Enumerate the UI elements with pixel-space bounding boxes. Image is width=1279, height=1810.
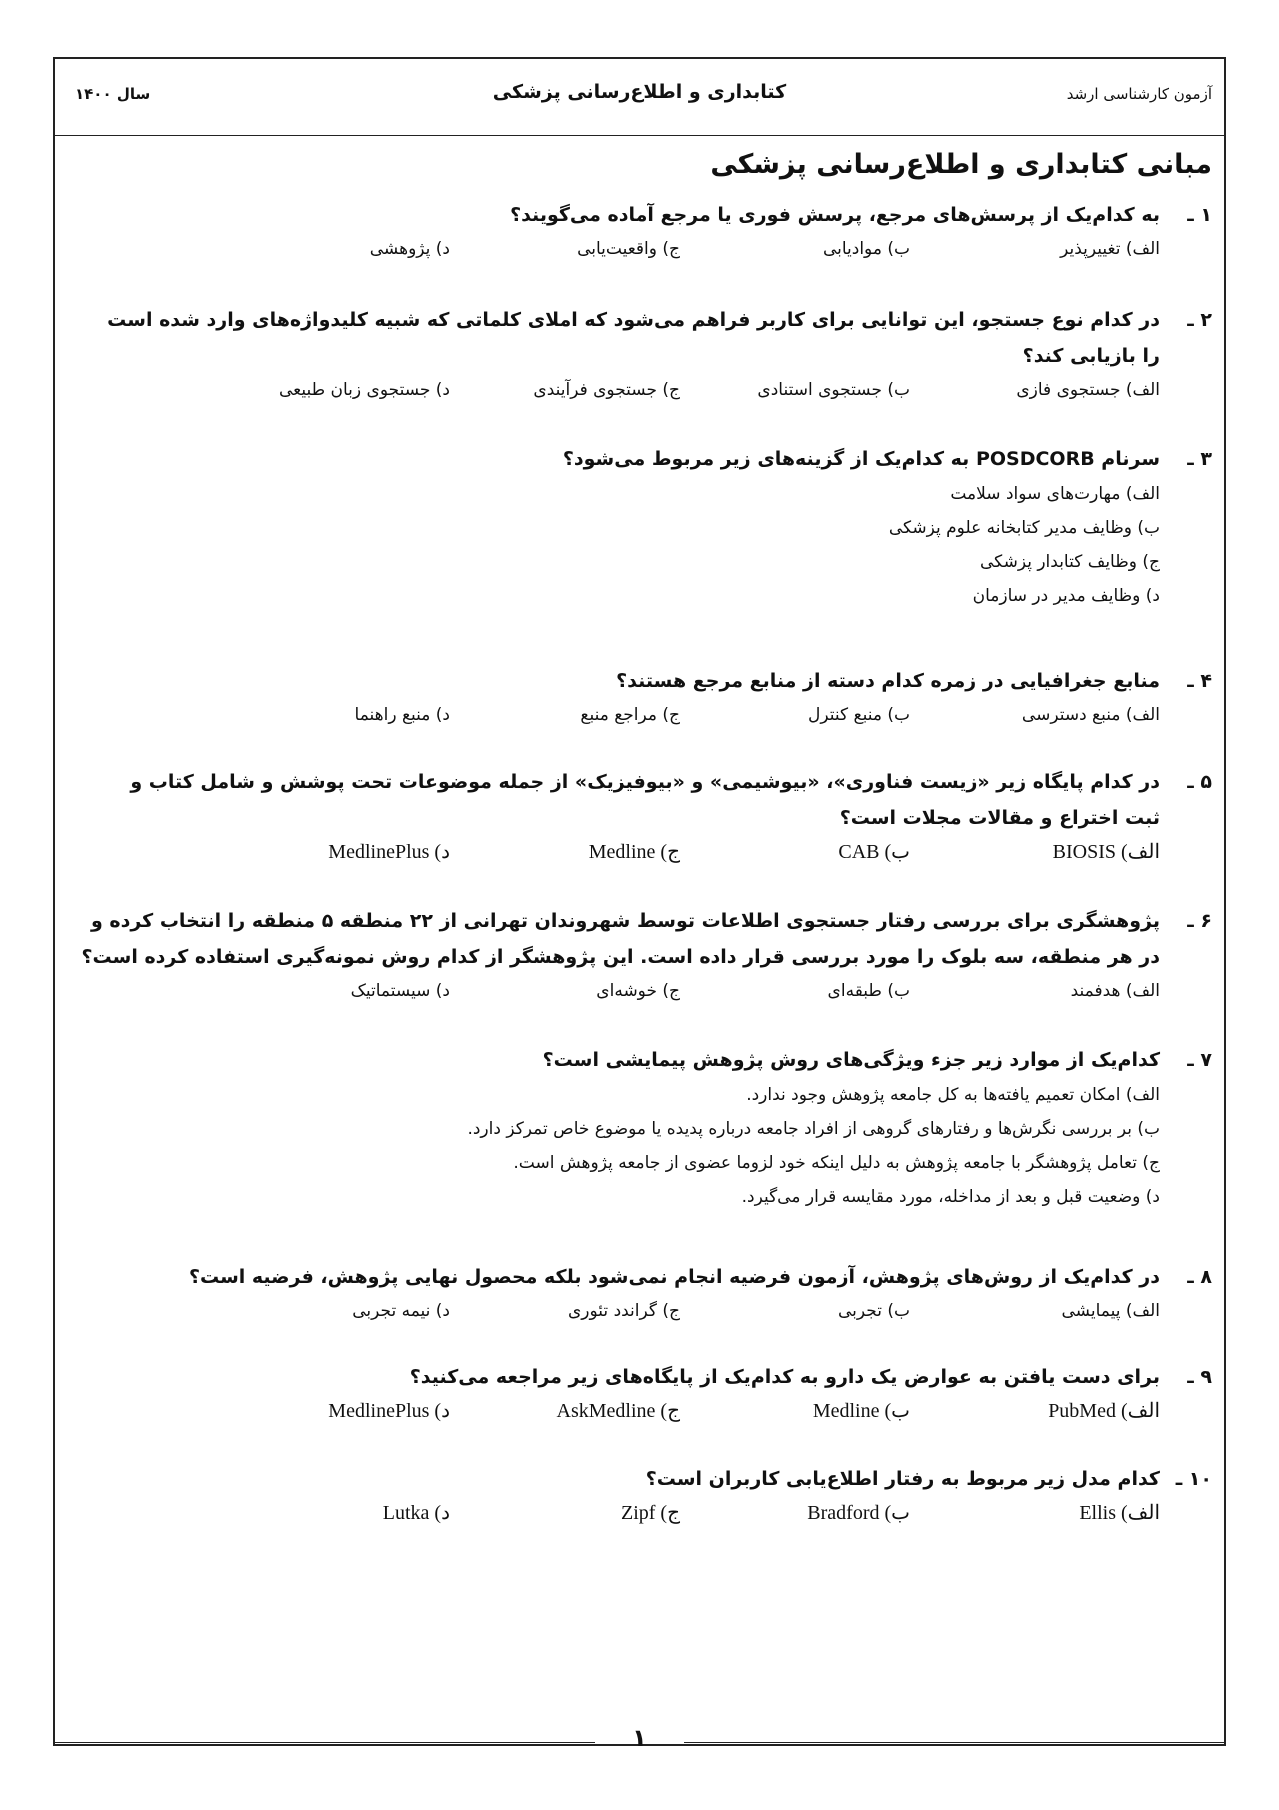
question-text: کدام مدل زیر مربوط به رفتار اطلاع‌یابی کاربران است؟	[645, 1468, 1160, 1490]
question-number: ۱ ـ	[1187, 204, 1212, 226]
options-row	[67, 1295, 1212, 1327]
question-text: کدام‌یک از موارد زیر جزء ویژگی‌های روش پژوهش پیمایشی است؟	[542, 1049, 1160, 1071]
options-row	[67, 699, 1212, 731]
option-d[interactable]: د) جستجوی زبان طبیعی	[278, 380, 450, 400]
options-row	[67, 836, 1212, 868]
option-b[interactable]: ب) CAB	[838, 841, 910, 863]
option-c[interactable]: ج) AskMedline	[556, 1400, 680, 1422]
option-d[interactable]: د) وضعیت قبل و بعد از مداخله، مورد مقایسه قرار می‌گیرد.	[741, 1187, 1160, 1207]
question-text: در کدام‌یک از روش‌های پژوهش، آزمون فرضیه انجام نمی‌شود بلکه محصول نهایی پژوهش، فرضیه است؟	[188, 1266, 1160, 1288]
question-10	[67, 1461, 1212, 1529]
option-c[interactable]: ج) تعامل پژوهشگر با جامعه پژوهش به دلیل اینکه خود لزوما عضوی از جامعه پژوهش است.	[513, 1153, 1160, 1173]
option-c[interactable]: ج) Medline	[588, 841, 680, 863]
option-c[interactable]: ج) واقعیت‌یابی	[577, 239, 680, 259]
question-number: ۶ ـ	[1187, 910, 1212, 932]
option-c[interactable]: ج) گراندد تئوری	[568, 1301, 680, 1321]
option-a[interactable]: الف) امکان تعمیم یافته‌ها به کل جامعه پژوهش وجود ندارد.	[746, 1085, 1160, 1105]
question-text: برای دست یافتن به عوارض یک دارو به کدام‌یک از پایگاه‌های زیر مراجعه می‌کنید؟	[409, 1366, 1160, 1388]
options-row	[67, 233, 1212, 265]
exam-year: سال ۱۴۰۰	[75, 85, 151, 103]
option-a[interactable]: الف) Ellis	[1079, 1502, 1160, 1524]
option-c[interactable]: ج) مراجع منبع	[580, 705, 680, 725]
question-number: ۲ ـ	[1187, 309, 1212, 331]
question-number: ۸ ـ	[1187, 1266, 1212, 1288]
option-b[interactable]: ب) منبع کنترل	[808, 705, 910, 725]
option-a[interactable]: الف) منبع دسترسی	[1021, 705, 1160, 725]
question-number: ۵ ـ	[1187, 771, 1212, 793]
question-number: ۹ ـ	[1187, 1366, 1212, 1388]
option-a[interactable]: الف) BIOSIS	[1052, 841, 1160, 863]
option-b[interactable]: ب) بر بررسی نگرش‌ها و رفتارهای گروهی از افراد جامعه درباره پدیده یا موضوع خاص تمرکز دارد.	[467, 1119, 1160, 1139]
question-text: پژوهشگری برای بررسی رفتار جستجوی اطلاعات توسط شهروندان تهرانی از ۲۲ منطقه ۵ منطقه را انتخاب کرده و	[90, 910, 1160, 932]
options-row	[67, 1395, 1212, 1427]
question-3	[67, 441, 1212, 613]
option-c[interactable]: ج) وظایف کتابدار پزشکی	[980, 552, 1160, 572]
question-9	[67, 1359, 1212, 1427]
option-a[interactable]: الف) PubMed	[1048, 1400, 1160, 1422]
question-text-continued: در هر منطقه، سه بلوک را مورد بررسی قرار داده است. این پژوهشگر از کدام روش نمونه‌گیری استفاده کرده است؟	[81, 946, 1160, 968]
question-number: ۷ ـ	[1187, 1049, 1212, 1071]
question-8	[67, 1259, 1212, 1327]
question-text: سرنام POSDCORB به کدام‌یک از گزینه‌های زیر مربوط می‌شود؟	[562, 448, 1160, 470]
question-1	[67, 197, 1212, 265]
question-text-continued: ثبت اختراع و مقالات مجلات است؟	[839, 807, 1160, 829]
option-a[interactable]: الف) هدفمند	[1070, 981, 1160, 1001]
question-number: ۱۰ ـ	[1175, 1468, 1212, 1490]
question-text: در کدام نوع جستجو، این توانایی برای کاربر فراهم می‌شود که املای کلماتی که شبیه کلیدواژه‌های وارد شده است	[107, 309, 1160, 331]
option-b[interactable]: ب) موادیابی	[822, 239, 910, 259]
question-number: ۴ ـ	[1187, 670, 1212, 692]
options-row	[67, 1497, 1212, 1529]
option-c[interactable]: ج) خوشه‌ای	[596, 981, 680, 1001]
option-b[interactable]: ب) وظایف مدیر کتابخانه علوم پزشکی	[888, 518, 1160, 538]
option-d[interactable]: د) پژوهشی	[369, 239, 450, 259]
option-c[interactable]: ج) Zipf	[620, 1502, 680, 1524]
option-d[interactable]: د) منبع راهنما	[354, 705, 450, 725]
question-number: ۳ ـ	[1187, 448, 1212, 470]
option-b[interactable]: ب) تجربی	[837, 1301, 910, 1321]
exam-page-frame	[53, 57, 1226, 1752]
option-d[interactable]: د) MedlinePlus	[328, 841, 450, 863]
option-d[interactable]: د) سیستماتیک	[350, 981, 450, 1001]
option-d[interactable]: د) نیمه تجربی	[352, 1301, 450, 1321]
option-b[interactable]: ب) Bradford	[807, 1502, 910, 1524]
option-b[interactable]: ب) طبقه‌ای	[827, 981, 910, 1001]
question-7	[67, 1042, 1212, 1214]
option-a[interactable]: الف) مهارت‌های سواد سلامت	[950, 484, 1160, 504]
option-a[interactable]: الف) جستجوی فازی	[1016, 380, 1160, 400]
question-text: به کدام‌یک از پرسش‌های مرجع، پرسش فوری یا مرجع آماده می‌گویند؟	[510, 204, 1160, 226]
options-row	[67, 975, 1212, 1007]
question-6	[67, 903, 1212, 1007]
option-a[interactable]: الف) پیمایشی	[1061, 1301, 1160, 1321]
option-d[interactable]: د) Lutka	[382, 1502, 450, 1524]
question-5	[67, 764, 1212, 868]
question-4	[67, 663, 1212, 731]
subject-title: کتابداری و اطلاع‌رسانی پزشکی	[492, 81, 787, 103]
question-text: منابع جغرافیایی در زمره کدام دسته از منابع مرجع هستند؟	[616, 670, 1160, 692]
question-text-continued: را بازیابی کند؟	[1022, 345, 1160, 367]
option-b[interactable]: ب) Medline	[812, 1400, 910, 1422]
option-d[interactable]: د) MedlinePlus	[328, 1400, 450, 1422]
question-2	[67, 302, 1212, 406]
page-number: ۱	[632, 1724, 647, 1752]
option-c[interactable]: ج) جستجوی فرآیندی	[533, 380, 680, 400]
options-row	[67, 374, 1212, 406]
page-header	[55, 59, 1224, 136]
option-b[interactable]: ب) جستجوی استنادی	[757, 380, 910, 400]
section-title: مبانی کتابداری و اطلاع‌رسانی پزشکی	[710, 149, 1212, 180]
option-a[interactable]: الف) تغییرپذیر	[1060, 239, 1160, 259]
option-d[interactable]: د) وظایف مدیر در سازمان	[972, 586, 1160, 606]
question-text: در کدام پایگاه زیر «زیست فناوری»، «بیوشیمی» و «بیوفیزیک» از جمله موضوعات تحت پوشش و شامل کتاب و	[130, 771, 1160, 793]
exam-title: آزمون کارشناسی ارشد	[1066, 85, 1212, 103]
